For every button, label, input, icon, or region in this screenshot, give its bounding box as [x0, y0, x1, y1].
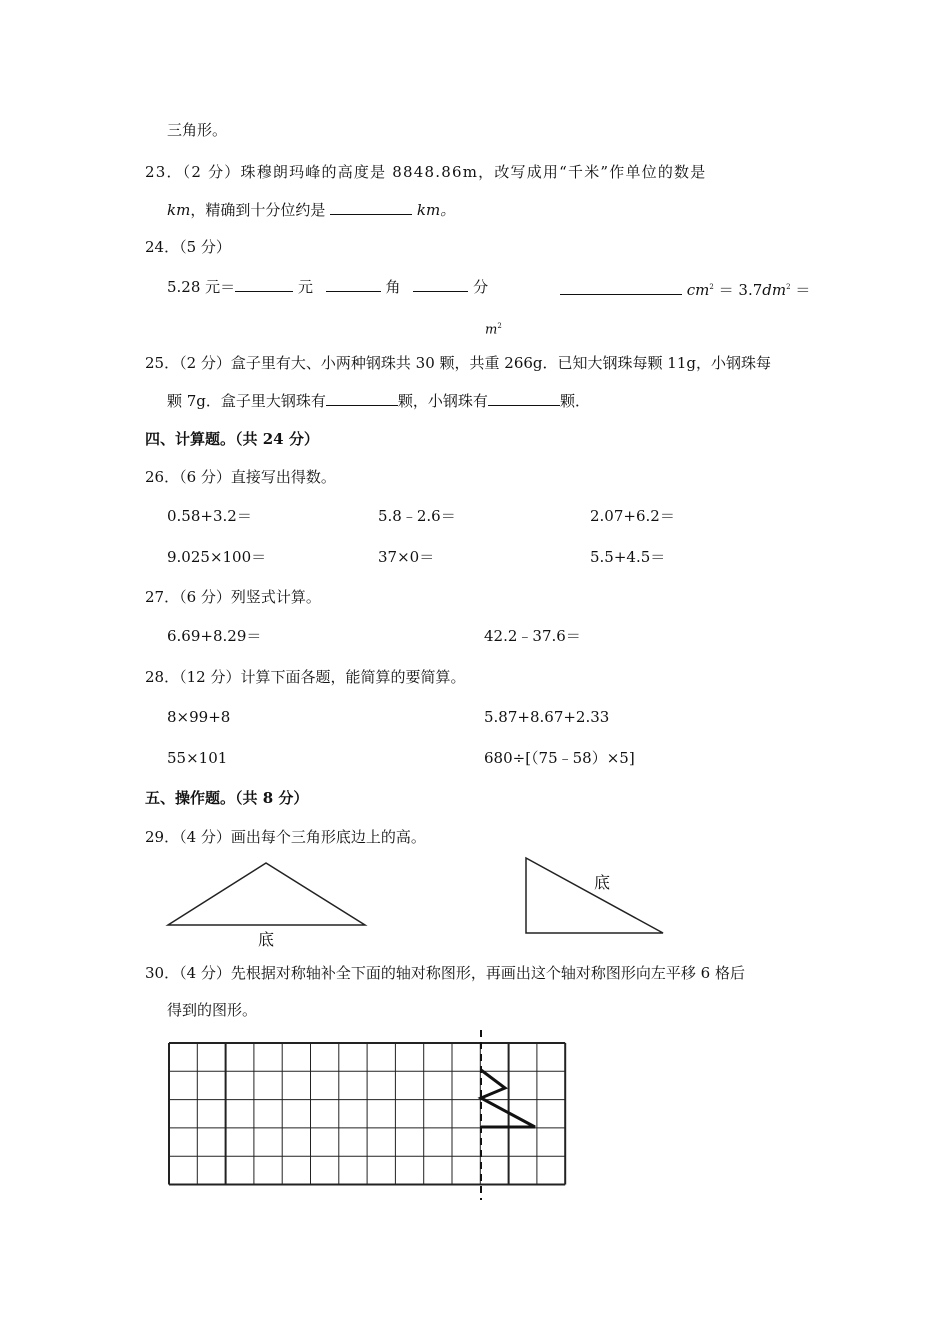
q23-line2-mid: ，精确到十分位约是 — [190, 201, 326, 219]
q24-fen: 分 — [473, 278, 489, 296]
q24-blank-jiao[interactable] — [326, 277, 381, 292]
q24-cm: cm — [686, 281, 710, 299]
q23-answer-blank[interactable] — [330, 200, 412, 215]
q28-item: 680÷[（75﹣58）×5] — [484, 749, 635, 767]
q24-blank-cm[interactable] — [560, 280, 682, 295]
left-triangle-shape — [168, 863, 365, 925]
q24-yuan: 元 — [297, 278, 313, 296]
q26-item: 9.025×100＝ — [167, 548, 267, 566]
q29-right-base-label: 底 — [594, 873, 611, 892]
q25-line1: 25．（2 分）盒子里有大、小两种钢珠共 30 颗，共重 266g．已知大钢珠每颗 11g，小钢珠每 — [145, 354, 771, 372]
section-5-title: 五、操作题。（共 8 分） — [145, 789, 309, 807]
q26-item: 0.58+3.2＝ — [167, 507, 252, 525]
q30-grid — [169, 1043, 565, 1185]
q26-item: 5.8﹣2.6＝ — [378, 507, 456, 525]
q26-head: 26．（6 分）直接写出得数。 — [145, 468, 336, 486]
q29-right-triangle — [515, 850, 675, 945]
q23-unit-km: km — [167, 201, 191, 219]
q27-item: 6.69+8.29＝ — [167, 627, 262, 645]
q30-line2: 得到的图形。 — [167, 1001, 258, 1019]
q24-dm: dm — [762, 281, 787, 299]
q23-line2 — [167, 200, 455, 220]
q28-item: 8×99+8 — [167, 708, 231, 726]
section-4-title: 四、计算题。（共 24 分） — [145, 430, 319, 448]
q24-eq2: ＝ — [795, 281, 811, 299]
q28-head: 28．（12 分）计算下面各题，能简算的要简算。 — [145, 668, 466, 686]
q30-line1: 30．（4 分）先根据对称轴补全下面的轴对称图形，再画出这个轴对称图形向左平移 6 格后 — [145, 964, 745, 982]
q24-m-unit: $m^2$ — [485, 322, 502, 338]
q24-eq: ＝ 3.7 — [718, 281, 763, 299]
q26-item: 5.5+4.5＝ — [590, 548, 666, 566]
q22-tail: 三角形。 — [167, 121, 228, 139]
q28-item: 5.87+8.67+2.33 — [484, 708, 610, 726]
q29-head: 29．（4 分）画出每个三角形底边上的高。 — [145, 828, 426, 846]
q24-head: 24．（5 分） — [145, 238, 231, 256]
q24-money: 5.28 元＝ — [167, 278, 236, 296]
q29-left-base-label: 底 — [258, 930, 275, 949]
q28-item: 55×101 — [167, 749, 228, 767]
q23-line2-end: km。 — [416, 201, 456, 219]
q30-grid-figure — [160, 1030, 580, 1205]
q26-item: 37×0＝ — [378, 548, 435, 566]
q24-blank-yuan[interactable] — [235, 277, 293, 292]
q26-item: 2.07+6.2＝ — [590, 507, 675, 525]
q23-line1: 23．（2 分）珠穆朗玛峰的高度是 8848.86m，改写成用“千米”作单位的数是 — [145, 163, 707, 181]
q24-blank-fen[interactable] — [413, 277, 468, 292]
q24-money-row — [167, 277, 488, 297]
q27-head: 27．（6 分）列竖式计算。 — [145, 588, 321, 606]
q25-line2: 颗 7g．盒子里大钢珠有 颗，小钢珠有 颗． — [167, 392, 590, 410]
q24-area-row: $cm^2 = 3.7dm^2$ ＝ — [560, 277, 810, 300]
right-triangle-shape — [526, 858, 663, 933]
q25-blank-big[interactable] — [326, 391, 398, 406]
q24-jiao: 角 — [385, 278, 401, 296]
q25-blank-small[interactable] — [488, 391, 560, 406]
q27-item: 42.2﹣37.6＝ — [484, 627, 581, 645]
